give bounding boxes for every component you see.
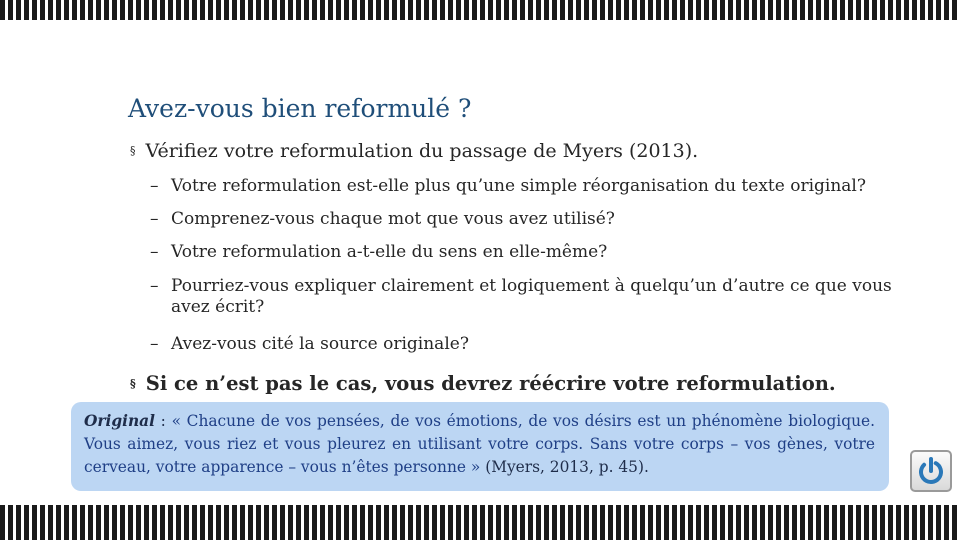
bullet-text: Si ce n’est pas le cas, vous devrez réécrire votre reformulation. — [145, 372, 836, 395]
subitem-text: Avez-vous cité la source originale? — [171, 334, 469, 354]
power-icon — [916, 456, 946, 486]
dash-mark: – — [150, 242, 159, 262]
bullet-mark: § — [130, 377, 136, 390]
bullet-verify — [130, 140, 698, 162]
subitem-5 — [150, 334, 916, 355]
subitem-3 — [150, 242, 916, 263]
original-quote-box — [71, 402, 889, 491]
subitem-text: Votre reformulation est-elle plus qu’une simple réorganisation du texte original? — [171, 176, 866, 196]
bullet-text: Vérifiez votre reformulation du passage de Myers (2013). — [145, 140, 699, 162]
power-button[interactable] — [910, 450, 952, 492]
bottom-decorative-bar — [0, 505, 960, 540]
slide-title: Avez-vous bien reformulé ? — [128, 94, 472, 123]
dash-mark: – — [150, 176, 159, 196]
subitem-4 — [150, 276, 916, 318]
quote-citation: (Myers, 2013, p. 45). — [480, 458, 649, 476]
subitem-2 — [150, 209, 916, 230]
subitem-text: Votre reformulation a-t-elle du sens en elle-même? — [171, 242, 608, 262]
bullet-rewrite — [130, 372, 836, 395]
subitem-text: Comprenez-vous chaque mot que vous avez utilisé? — [171, 209, 615, 229]
dash-mark: – — [150, 334, 159, 354]
quote-separator: : — [154, 412, 172, 430]
quote-label: Original — [84, 412, 155, 430]
dash-mark: – — [150, 209, 159, 229]
subitem-text: Pourriez-vous expliquer clairement et logiquement à quelqu’un d’autre ce que vous avez écrit? — [171, 276, 892, 317]
bullet-mark: § — [130, 144, 136, 157]
dash-mark: – — [150, 276, 159, 296]
top-decorative-bar — [0, 0, 960, 20]
quote-text: « Chacune de vos pensées, de vos émotions, de vos désirs est un phénomène biologique. Vous aimez, vous riez et vous pleurez en utilisant votre corps. Sans votre corps – vos gènes, votre cerveau, votre apparence – vous n’êtes personne » — [84, 412, 875, 476]
subitem-1 — [150, 176, 916, 197]
